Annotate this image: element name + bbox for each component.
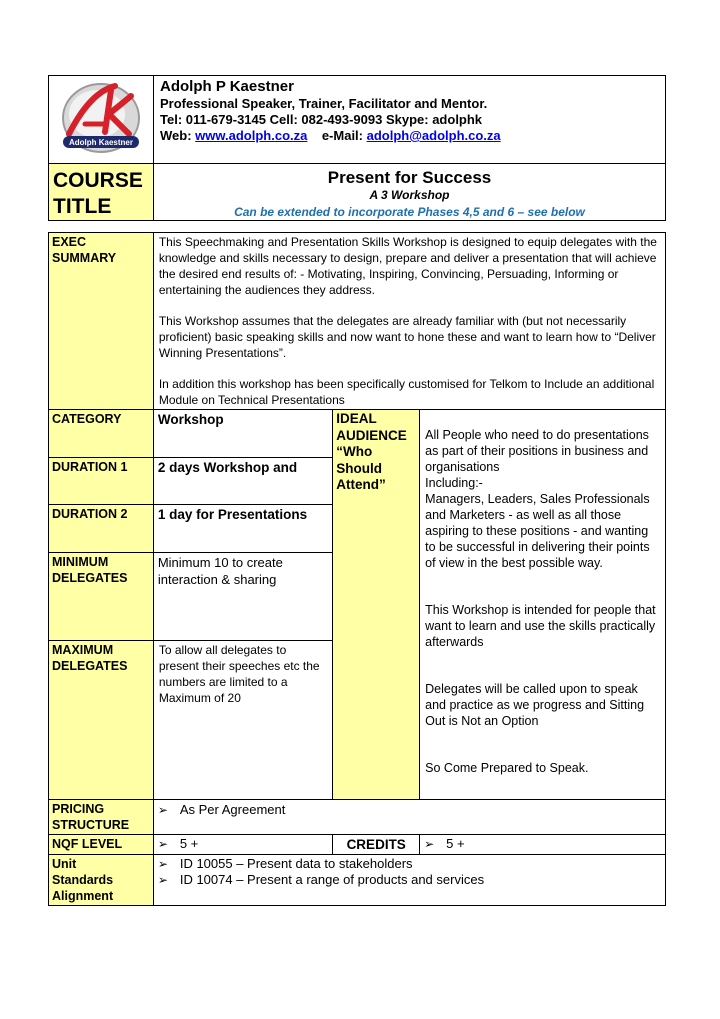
summary-paragraph: This Workshop assumes that the delegates are already familiar with (but not necessarily proficient) basic speaking skills and now want to hone these and want to learn how to “Deliver Winning Presentations”. — [158, 314, 656, 360]
bullet-arrow-icon: ➢ — [424, 837, 435, 851]
unit-standard-item — [154, 856, 665, 872]
unit-standards-label — [49, 855, 154, 906]
website-link[interactable]: www.adolph.co.za — [195, 128, 308, 143]
duration2-value: 1 day for Presentations — [153, 505, 332, 553]
nqf-item — [154, 836, 332, 852]
duration1-label: DURATION 1 — [49, 457, 154, 505]
duration2-label: DURATION 2 — [49, 505, 154, 553]
speaker-name: Adolph P Kaestner — [160, 78, 294, 95]
speaker-contact: Tel: 011-679-3145 Cell: 082-493-9093 Skype: adolphk — [160, 112, 483, 127]
course-label — [49, 164, 153, 220]
max-label-line-2: DELEGATES — [52, 658, 128, 673]
web-email-line — [154, 128, 665, 144]
nqf-level-cell — [153, 835, 332, 855]
category-label: CATEGORY — [49, 410, 154, 458]
pricing-label-line-1: PRICING — [52, 802, 105, 816]
min-value-line-1: Minimum 10 to create — [157, 554, 283, 570]
title-cell — [154, 164, 666, 221]
minimum-delegates-label — [49, 552, 154, 640]
min-label-line-2: DELEGATES — [52, 570, 128, 585]
audience-paragraph: All People who need to do presentations as part of their positions in business and organisations Including:- Managers, Leaders, Sales Professionals and Marketers - as well as all those aspiring to these positions - and wanting to be successful in delivering their points of view in the best possible way. — [425, 428, 650, 570]
logo-initials: AK — [55, 90, 57, 91]
course-label-line-1: COURSE — [53, 169, 143, 192]
summary-paragraph: In addition this workshop has been specifically customised for Telkom to Include an additional Module on Technical Presentations — [158, 377, 655, 407]
email-label: e-Mail: — [321, 128, 363, 143]
nqf-level-value: 5 + — [179, 836, 199, 851]
duration1-value: 2 days Workshop and — [153, 457, 332, 505]
unit-standard-text: ID 10055 – Present data to stakeholders — [179, 856, 413, 871]
bullet-arrow-icon: ➢ — [157, 803, 168, 817]
nqf-level-label: NQF LEVEL — [49, 835, 154, 855]
maximum-delegates-label — [49, 640, 154, 799]
course-subtitle: A 3 Workshop — [369, 188, 450, 202]
pricing-label-line-2: STRUCTURE — [52, 818, 130, 832]
pricing-label — [49, 800, 154, 835]
credits-cell — [420, 835, 666, 855]
category-value: Workshop — [153, 410, 332, 458]
pricing-value: As Per Agreement — [179, 802, 286, 817]
unit-standards-list — [153, 855, 665, 906]
maximum-delegates-value: To allow all delegates to present their speeches etc the numbers are limited to a Maximum of 20 — [153, 640, 332, 799]
min-label-line-1: MINIMUM — [52, 554, 109, 569]
unit-standard-text: ID 10074 – Present a range of products and services — [179, 872, 485, 887]
audience-label-line: Attend” — [336, 477, 386, 492]
audience-label-line: IDEAL — [336, 411, 377, 426]
unit-label-line-3: Alignment — [52, 889, 114, 903]
speaker-role: Professional Speaker, Trainer, Facilitator and Mentor. — [160, 96, 488, 111]
audience-text — [420, 410, 666, 800]
web-label: Web: — [160, 128, 192, 143]
audience-label — [333, 410, 420, 800]
extension-note: Can be extended to incorporate Phases 4,5 and 6 – see below — [234, 205, 585, 219]
audience-paragraph: Delegates will be called upon to speak and practice as we progress and Sitting Out is Not an Option — [425, 682, 645, 728]
audience-label-line: “Who — [336, 444, 373, 459]
exec-label-line-1: EXEC — [52, 235, 87, 249]
logo-cell — [49, 76, 154, 164]
audience-label-line: Should — [336, 460, 382, 476]
unit-standard-item — [154, 872, 665, 888]
course-label-cell — [49, 164, 154, 221]
audience-paragraph: This Workshop is intended for people that want to learn and use the skills practically afterwards — [425, 603, 656, 649]
pricing-item — [154, 802, 665, 818]
contact-cell — [154, 76, 666, 164]
exec-summary-label — [49, 233, 154, 410]
bullet-arrow-icon: ➢ — [157, 873, 168, 887]
ak-logo — [49, 76, 153, 158]
audience-label-line: AUDIENCE — [336, 427, 407, 443]
email-link[interactable]: adolph@adolph.co.za — [366, 128, 501, 143]
credits-item — [420, 836, 665, 852]
audience-paragraph: So Come Prepared to Speak. — [425, 761, 589, 775]
credits-value: 5 + — [446, 836, 465, 851]
max-label-line-1: MAXIMUM — [52, 642, 114, 657]
course-title: Present for Success — [327, 168, 492, 187]
minimum-delegates-value — [153, 552, 332, 640]
exec-label-line-2: SUMMARY — [52, 251, 117, 265]
course-label-line-2: TITLE — [53, 195, 112, 218]
summary-paragraph: This Speechmaking and Presentation Skills Workshop is designed to equip delegates with the knowledge and skills necessary to design, prepare and deliver a presentation that will achieve the desired end results of: - Motivating, Inspiring, Convincing, Persuading, Informing or entertaining the audiences they address. — [158, 235, 657, 297]
logo-caption: Adolph Kaestner — [68, 138, 134, 147]
unit-label-line-1: Unit — [52, 857, 77, 871]
exec-summary-text — [153, 233, 665, 410]
bullet-arrow-icon: ➢ — [157, 837, 168, 851]
header-table — [48, 75, 666, 221]
min-value-line-2: interaction & sharing — [157, 571, 277, 587]
bullet-arrow-icon: ➢ — [157, 857, 168, 871]
credits-label: CREDITS — [333, 835, 420, 855]
unit-label-line-2: Standards — [52, 873, 114, 887]
pricing-value-cell — [153, 800, 665, 835]
course-details-table — [48, 232, 666, 906]
